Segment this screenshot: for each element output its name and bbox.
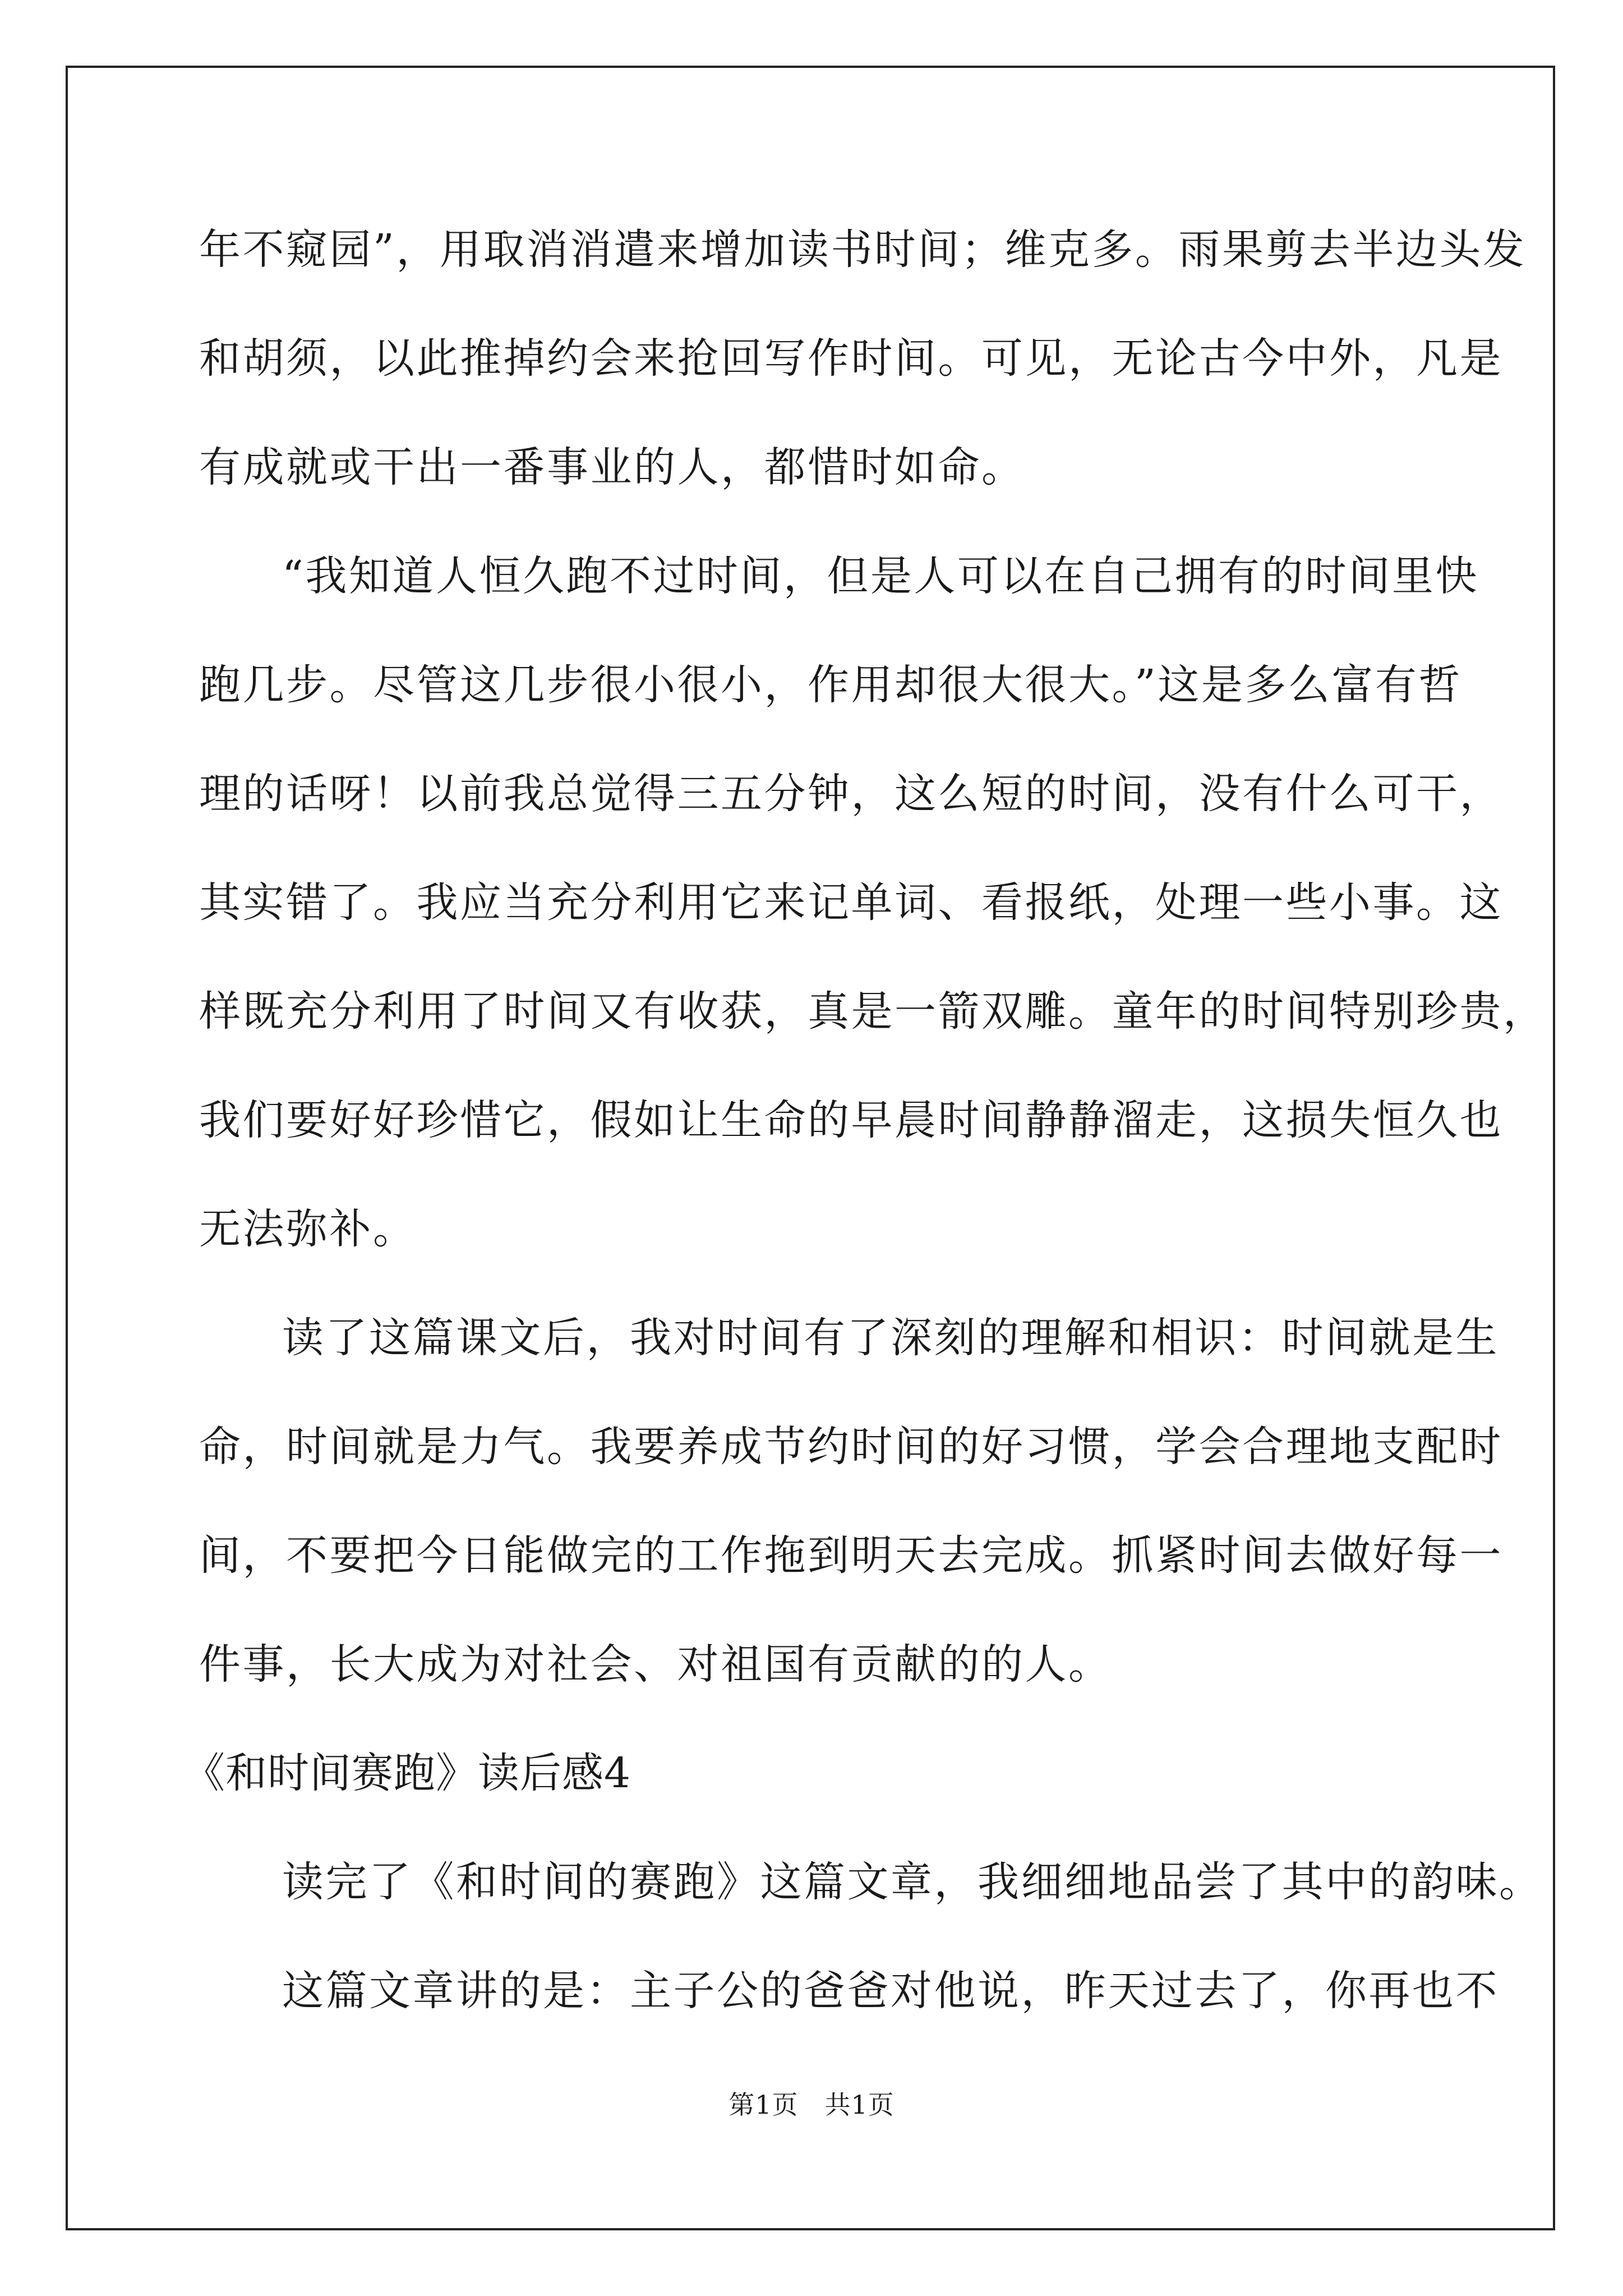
text-line-6: 理的话呀！以前我总觉得三五分钟，这么短的时间，没有什么可干， (199, 770, 1503, 818)
text-line-13: 间，不要把今日能做完的工作拖到明天去完成。抓紧时间去做好每一 (199, 1531, 1503, 1580)
text-line-7: 其实错了。我应当充分利用它来记单词、看报纸，处理一些小事。这 (199, 878, 1503, 927)
section-heading: 《和时间赛跑》读后感4 (183, 1749, 631, 1797)
text-line-9: 我们要好好珍惜它，假如让生命的早晨时间静静溜走，这损失恒久也 (199, 1096, 1503, 1144)
text-line-17: 这篇文章讲的是：主子公的爸爸对他说，昨天过去了，你再也不 (282, 1967, 1499, 2015)
text-line-2: 和胡须，以此推掉约会来抢回写作时间。可见，无论古今中外，凡是 (199, 334, 1503, 383)
text-line-12: 命，时间就是力气。我要养成节约时间的好习惯，学会合理地支配时 (199, 1423, 1503, 1471)
text-line-8: 样既充分利用了时间又有收获，真是一箭双雕。童年的时间特别珍贵， (199, 987, 1547, 1036)
text-line-5: 跑几步。尽管这几步很小很小，作用却很大很大。”这是多么富有哲 (199, 661, 1462, 709)
text-line-10: 无法弥补。 (199, 1205, 417, 1253)
text-line-4: “我知道人恒久跑不过时间，但是人可以在自己拥有的时间里快 (282, 552, 1479, 600)
text-line-3: 有成就或干出一番事业的人，都惜时如命。 (199, 443, 1025, 491)
text-line-11: 读了这篇课文后，我对时间有了深刻的理解和相识：时间就是生 (282, 1314, 1499, 1362)
document-body (183, 213, 1547, 2063)
page-number-footer: 第1页 共1页 (728, 2090, 895, 2120)
text-line-14: 件事，长大成为对社会、对祖国有贡献的的人。 (199, 1640, 1112, 1688)
text-line-1: 年不窥园”，用取消消遣来增加读书时间；维克多。雨果剪去半边头发 (199, 226, 1527, 274)
text-line-16: 读完了《和时间的赛跑》这篇文章，我细细地品尝了其中的韵味。 (282, 1858, 1543, 1906)
